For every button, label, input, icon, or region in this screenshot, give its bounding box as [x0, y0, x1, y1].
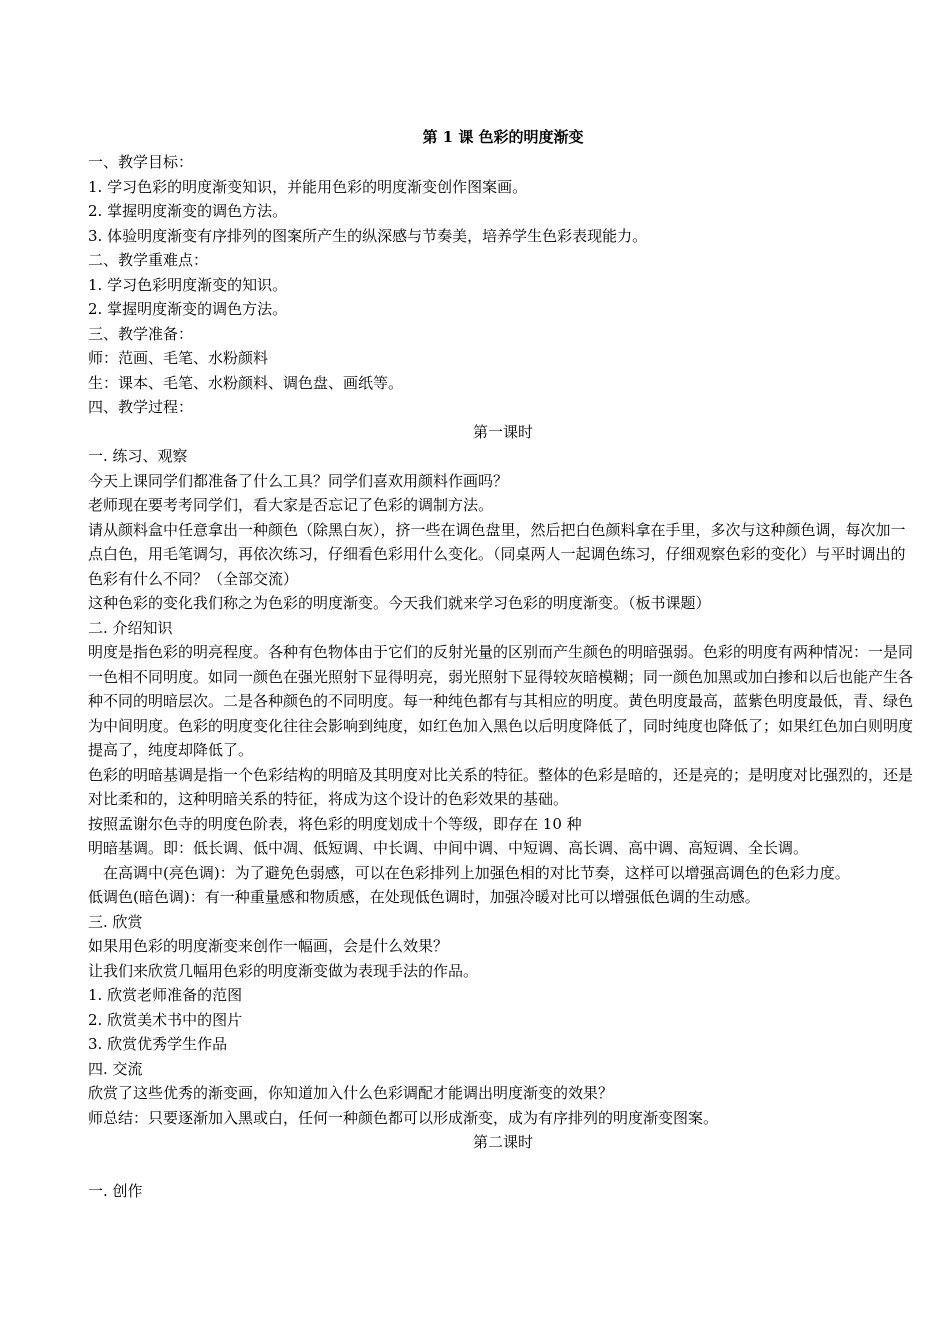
goal-item: 3. 体验明度渐变有序排列的图案所产生的纵深感与节奏美，培养学生色彩表现能力。 [88, 226, 648, 245]
part3-item: 2. 欣赏美术书中的图片 [88, 1010, 243, 1029]
goal-item: 2. 掌握明度渐变的调色方法。 [88, 202, 288, 220]
part3-heading: 三. 欣赏 [88, 912, 143, 931]
lesson2-heading: 第二课时 [472, 1133, 533, 1151]
part3-line: 让我们来欣赏几幅用色彩的明度渐变做为表现手法的作品。 [88, 961, 479, 980]
goals-heading: 一、教学目标： [88, 153, 194, 171]
key-points-heading: 二、教学重难点： [88, 251, 209, 269]
goal-item: 1. 学习色彩的明度渐变知识，并能用色彩的明度渐变创作图案画。 [88, 177, 528, 196]
key-point-item: 2. 掌握明度渐变的调色方法。 [88, 300, 288, 318]
part2-paragraph-tone: 色彩的明暗基调是指一个色彩结构的明暗及其明度对比关系的特征。整体的色彩是暗的，还是亮的；是明度对比强烈的，还是对比柔和的，这种明暗关系的特征，将成为这个设计的色彩效果的基础。 [88, 765, 914, 808]
part3-item: 3. 欣赏优秀学生作品 [88, 1035, 228, 1053]
part4-heading: 四. 交流 [88, 1059, 143, 1078]
part2-line-high-key: 在高调中(亮色调)：为了避免色弱感，可以在色彩排列上加强色相的对比节奏，这样可以增强高调色的色彩力度。 [103, 863, 850, 882]
key-point-item: 1. 学习色彩明度渐变的知识。 [88, 275, 288, 294]
lesson1-heading: 第一课时 [472, 422, 533, 441]
lesson2-part1-heading: 一. 创作 [88, 1182, 143, 1200]
part2-line: 明暗基调。即：低长调、低中凋、低短调、中长调、中间中调、中短调、高长调、高中调、高短调、全长调。 [88, 839, 809, 857]
part1-paragraph: 请从颜料盒中任意拿出一种颜色（除黑白灰），挤一些在调色盘里，然后把白色颜料拿在手里，多次与这种颜色调，每次加一点白色，用毛笔调匀，再依次练习，仔细看色彩用什么变化。（同桌两人一起调色练习，仔细观察色彩的变化）与平时调出的色彩有什么不同？（全部交流） [88, 520, 906, 588]
part3-item: 1. 欣赏老师准备的范图 [88, 986, 243, 1004]
part1-conclusion: 这种色彩的变化我们称之为色彩的明度渐变。今天我们就来学习色彩的明度渐变。（板书课题） [88, 594, 711, 612]
blank-line [88, 1155, 918, 1180]
part4-line: 欣赏了这些优秀的渐变画，你知道加入什么色彩调配才能调出明度渐变的效果？ [88, 1084, 614, 1102]
part2-heading: 二. 介绍知识 [88, 618, 173, 637]
part1-heading: 一. 练习、观察 [88, 447, 188, 465]
process-heading: 四、教学过程： [88, 398, 194, 416]
part2-line-low-key: 低调色(暗色调)：有一种重量感和物质感，在处现低色调时，加强冷暖对比可以增强低色调的生动感。 [88, 888, 760, 906]
part4-line: 师总结：只要逐渐加入黑或白，任何一种颜色都可以形成渐变，成为有序排列的明度渐变图案。 [88, 1108, 719, 1127]
preparation-heading: 三、教学准备： [88, 324, 194, 343]
preparation-student: 生：课本、毛笔、水粉颜料、调色盘、画纸等。 [88, 373, 404, 392]
part2-line: 按照孟谢尔色寺的明度色阶表，将色彩的明度划成十个等级，即存在 10 种 [88, 814, 582, 833]
part1-line: 今天上课同学们都准备了什么工具？同学们喜欢用颜料作画吗？ [88, 471, 509, 490]
document-page [88, 124, 918, 1204]
part2-paragraph-brightness: 明度是指色彩的明亮程度。各种有色物体由于它们的反射光量的区别而产生颜色的明暗强弱。色彩的明度有两种情况：一是同一色相不同明度。如同一颜色在强光照射下显得明亮，弱光照射下显得较灰暗模糊；同一颜色加黑或加白掺和以后也能产生各种不同的明暗层次。二是各种颜色的不同明度。每一种纯色都有与其相应的明度。黄色明度最高，蓝紫色明度最低，青、绿色为中间明度。色彩的明度变化往往会影响到纯度，如红色加入黑色以后明度降低了，同时纯度也降低了；如果红色加白则明度提高了，纯度却降低了。 [88, 643, 914, 759]
lesson-title: 第 1 课 色彩的明度渐变 [422, 128, 584, 146]
part3-line: 如果用色彩的明度渐变来创作一幅画，会是什么效果？ [88, 937, 449, 955]
preparation-teacher: 师：范画、毛笔、水粉颜料 [88, 349, 269, 367]
part1-line: 老师现在要考考同学们，看大家是否忘记了色彩的调制方法。 [88, 496, 494, 514]
